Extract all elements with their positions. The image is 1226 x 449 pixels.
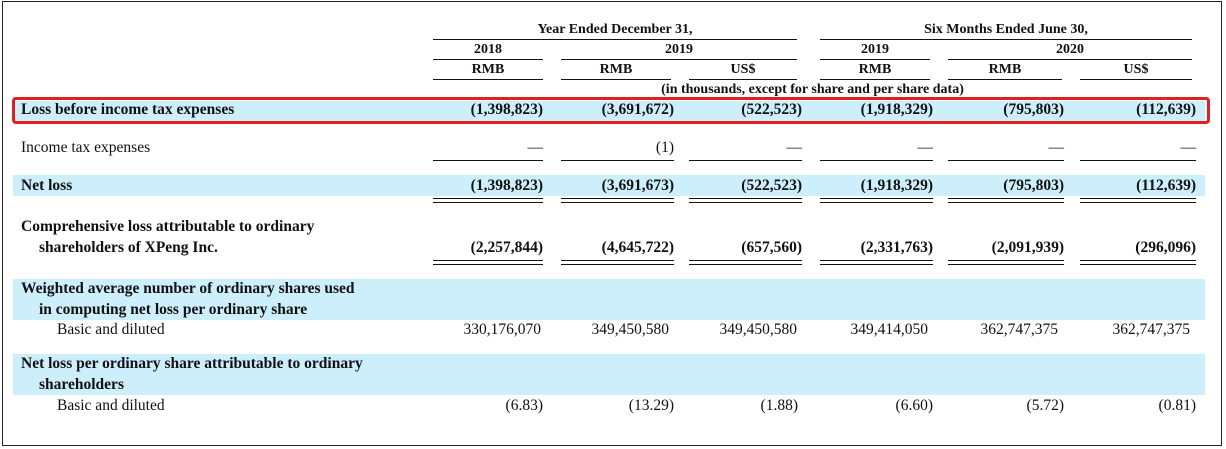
cell-value: (13.29): [628, 397, 674, 414]
header-year: 2018: [474, 42, 502, 57]
row-sublabel-basic-diluted: Basic and diluted: [57, 321, 165, 338]
total-double-rule: [561, 198, 674, 203]
total-double-rule: [820, 198, 933, 203]
cell-value: (2,091,939): [991, 239, 1064, 256]
header-group-six-months: Six Months Ended June 30,: [924, 22, 1088, 37]
row-label-income-tax: Income tax expenses: [21, 139, 151, 156]
header-group-year: Year Ended December 31,: [537, 22, 693, 37]
cell-value: —: [1048, 139, 1064, 156]
header-year: 2019: [861, 42, 889, 57]
row-label-per-share-cont: shareholders: [39, 376, 124, 393]
header-year: 2020: [1056, 42, 1084, 57]
cell-value: 349,450,580: [719, 321, 797, 338]
total-double-rule: [948, 260, 1064, 265]
cell-value: (3,691,673): [601, 177, 674, 194]
header-rule: [1080, 79, 1192, 80]
header-currency: US$: [1123, 62, 1149, 77]
subtotal-rule: [948, 160, 1064, 161]
subtotal-rule: [689, 160, 802, 161]
cell-value: (1,398,823): [470, 177, 543, 194]
header-rule: [561, 59, 797, 60]
total-double-rule: [689, 198, 802, 203]
total-double-rule: [948, 198, 1064, 203]
cell-value: (296,096): [1135, 239, 1196, 256]
header-currency: US$: [730, 62, 756, 77]
cell-value: (795,803): [1003, 101, 1064, 118]
cell-value: (1.88): [760, 397, 798, 414]
header-currency: RMB: [599, 62, 633, 77]
header-rule: [433, 59, 543, 60]
header-year: 2019: [665, 42, 693, 57]
total-double-rule: [433, 198, 543, 203]
header-rule: [820, 59, 930, 60]
total-double-rule: [433, 260, 543, 265]
header-currency: RMB: [471, 62, 505, 77]
cell-value: (0.81): [1158, 397, 1196, 414]
row-sublabel-basic-diluted: Basic and diluted: [57, 397, 165, 414]
cell-value: (522,523): [741, 177, 802, 194]
row-label-weighted: Weighted average number of ordinary shares used: [21, 280, 355, 297]
total-double-rule: [820, 260, 933, 265]
cell-value: 349,450,580: [591, 321, 669, 338]
total-double-rule: [561, 260, 674, 265]
total-double-rule: [1080, 198, 1196, 203]
cell-value: 330,176,070: [463, 321, 541, 338]
cell-value: (6.60): [895, 397, 933, 414]
cell-value: 349,414,050: [850, 321, 928, 338]
cell-value: (3,691,672): [601, 101, 674, 118]
cell-value: (112,639): [1136, 177, 1196, 194]
total-double-rule: [689, 260, 802, 265]
header-rule: [689, 79, 797, 80]
row-label-loss-before: Loss before income tax expenses: [21, 101, 235, 118]
row-label-net-loss: Net loss: [21, 177, 73, 194]
cell-value: 362,747,375: [1112, 321, 1190, 338]
cell-value: (112,639): [1136, 101, 1196, 118]
header-currency: RMB: [858, 62, 892, 77]
header-rule: [433, 39, 797, 40]
cell-value: (657,560): [741, 239, 802, 256]
subtotal-rule: [561, 160, 674, 161]
cell-value: (795,803): [1003, 177, 1064, 194]
subtotal-rule: [820, 160, 933, 161]
cell-value: (1,918,329): [860, 177, 933, 194]
cell-value: (4,645,722): [601, 239, 674, 256]
cell-value: —: [917, 139, 933, 156]
header-rule: [561, 79, 671, 80]
header-rule: [948, 59, 1192, 60]
subtotal-rule: [1080, 160, 1196, 161]
cell-value: —: [527, 139, 543, 156]
cell-value: (2,331,763): [860, 239, 933, 256]
cell-value: (1,398,823): [470, 101, 543, 118]
total-double-rule: [1080, 260, 1196, 265]
header-rule: [820, 79, 930, 80]
header-rule: [948, 79, 1062, 80]
row-label-comprehensive: Comprehensive loss attributable to ordinary: [21, 218, 315, 235]
cell-value: —: [786, 139, 802, 156]
row-label-weighted-cont: in computing net loss per ordinary share: [39, 301, 308, 318]
row-label-per-share: Net loss per ordinary share attributable to ordinary: [21, 355, 363, 372]
subtotal-rule: [433, 160, 543, 161]
cell-value: (2,257,844): [470, 239, 543, 256]
cell-value: 362,747,375: [980, 321, 1058, 338]
header-rule: [433, 79, 543, 80]
cell-value: (1): [655, 139, 674, 156]
row-label-comprehensive-cont: shareholders of XPeng Inc.: [39, 239, 218, 256]
cell-value: (522,523): [741, 101, 802, 118]
cell-value: (5.72): [1026, 397, 1064, 414]
cell-value: (1,918,329): [860, 101, 933, 118]
header-units-note: (in thousands, except for share and per share data): [661, 82, 964, 97]
cell-value: —: [1180, 139, 1196, 156]
header-currency: RMB: [988, 62, 1022, 77]
header-rule: [820, 39, 1192, 40]
highlight-box: [12, 97, 1210, 124]
cell-value: (6.83): [505, 397, 543, 414]
